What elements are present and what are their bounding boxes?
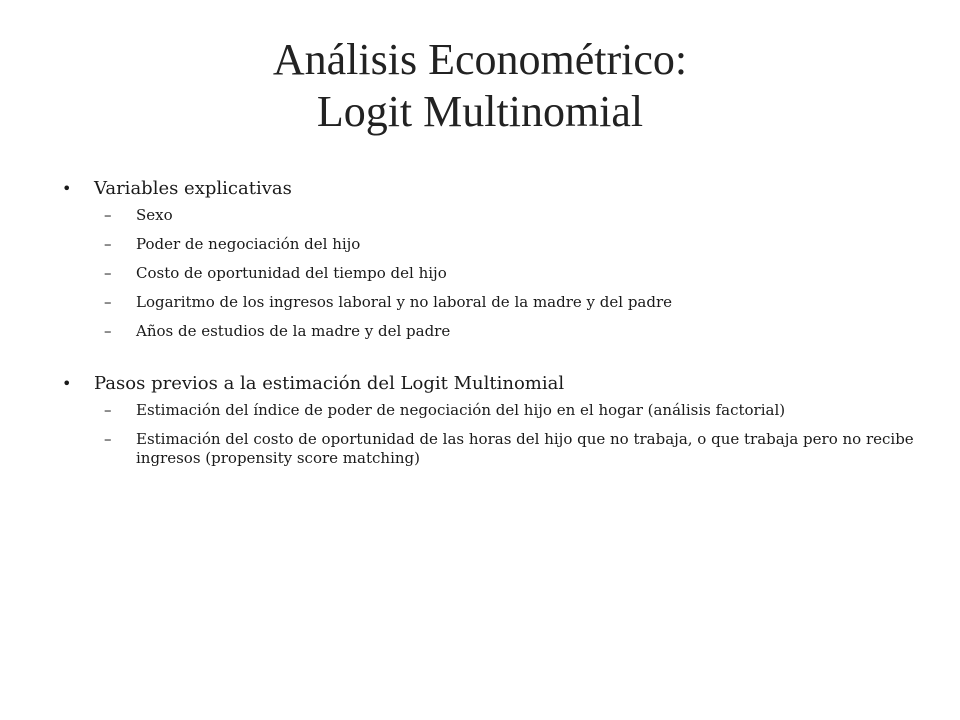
dash-icon: – xyxy=(104,322,112,340)
sub-item-text: Costo de oportunidad del tiempo del hijo xyxy=(136,264,447,282)
sub-item xyxy=(60,401,920,420)
slide-body xyxy=(60,176,920,478)
sub-item-text: Logaritmo de los ingresos laboral y no laboral de la madre y del padre xyxy=(136,293,673,311)
sub-item-text: Sexo xyxy=(136,206,173,224)
sub-list xyxy=(60,206,920,341)
sub-item xyxy=(60,293,920,312)
sub-item xyxy=(60,322,920,341)
dash-icon: – xyxy=(104,401,112,419)
sub-item xyxy=(60,206,920,225)
title-line-1: Análisis Econométrico: xyxy=(272,35,688,84)
sub-list xyxy=(60,401,920,468)
bullet-item xyxy=(60,371,920,397)
sub-item-text: Años de estudios de la madre y del padre xyxy=(136,322,451,340)
sub-item xyxy=(60,264,920,283)
section-pasos-previos xyxy=(60,371,920,468)
sub-item-text: Poder de negociación del hijo xyxy=(136,235,361,253)
dash-icon: – xyxy=(104,293,112,311)
section-heading: Variables explicativas xyxy=(94,178,292,199)
bullet-icon: • xyxy=(62,179,72,198)
dash-icon: – xyxy=(104,235,112,253)
sub-item-text: Estimación del índice de poder de negociación del hijo en el hogar (análisis factorial) xyxy=(136,401,786,419)
sub-item xyxy=(60,235,920,254)
sub-item-text: Estimación del costo de oportunidad de las horas del hijo que no trabaja, o que trabaja pero no recibe ingresos (propensity score matching) xyxy=(136,430,914,467)
bullet-item xyxy=(60,176,920,202)
section-variables xyxy=(60,176,920,341)
sub-item xyxy=(60,430,920,468)
dash-icon: – xyxy=(104,430,112,448)
title-line-2: Logit Multinomial xyxy=(316,87,644,136)
slide-title xyxy=(0,34,960,138)
dash-icon: – xyxy=(104,206,112,224)
bullet-icon: • xyxy=(62,374,72,393)
dash-icon: – xyxy=(104,264,112,282)
section-heading: Pasos previos a la estimación del Logit Multinomial xyxy=(94,373,565,394)
